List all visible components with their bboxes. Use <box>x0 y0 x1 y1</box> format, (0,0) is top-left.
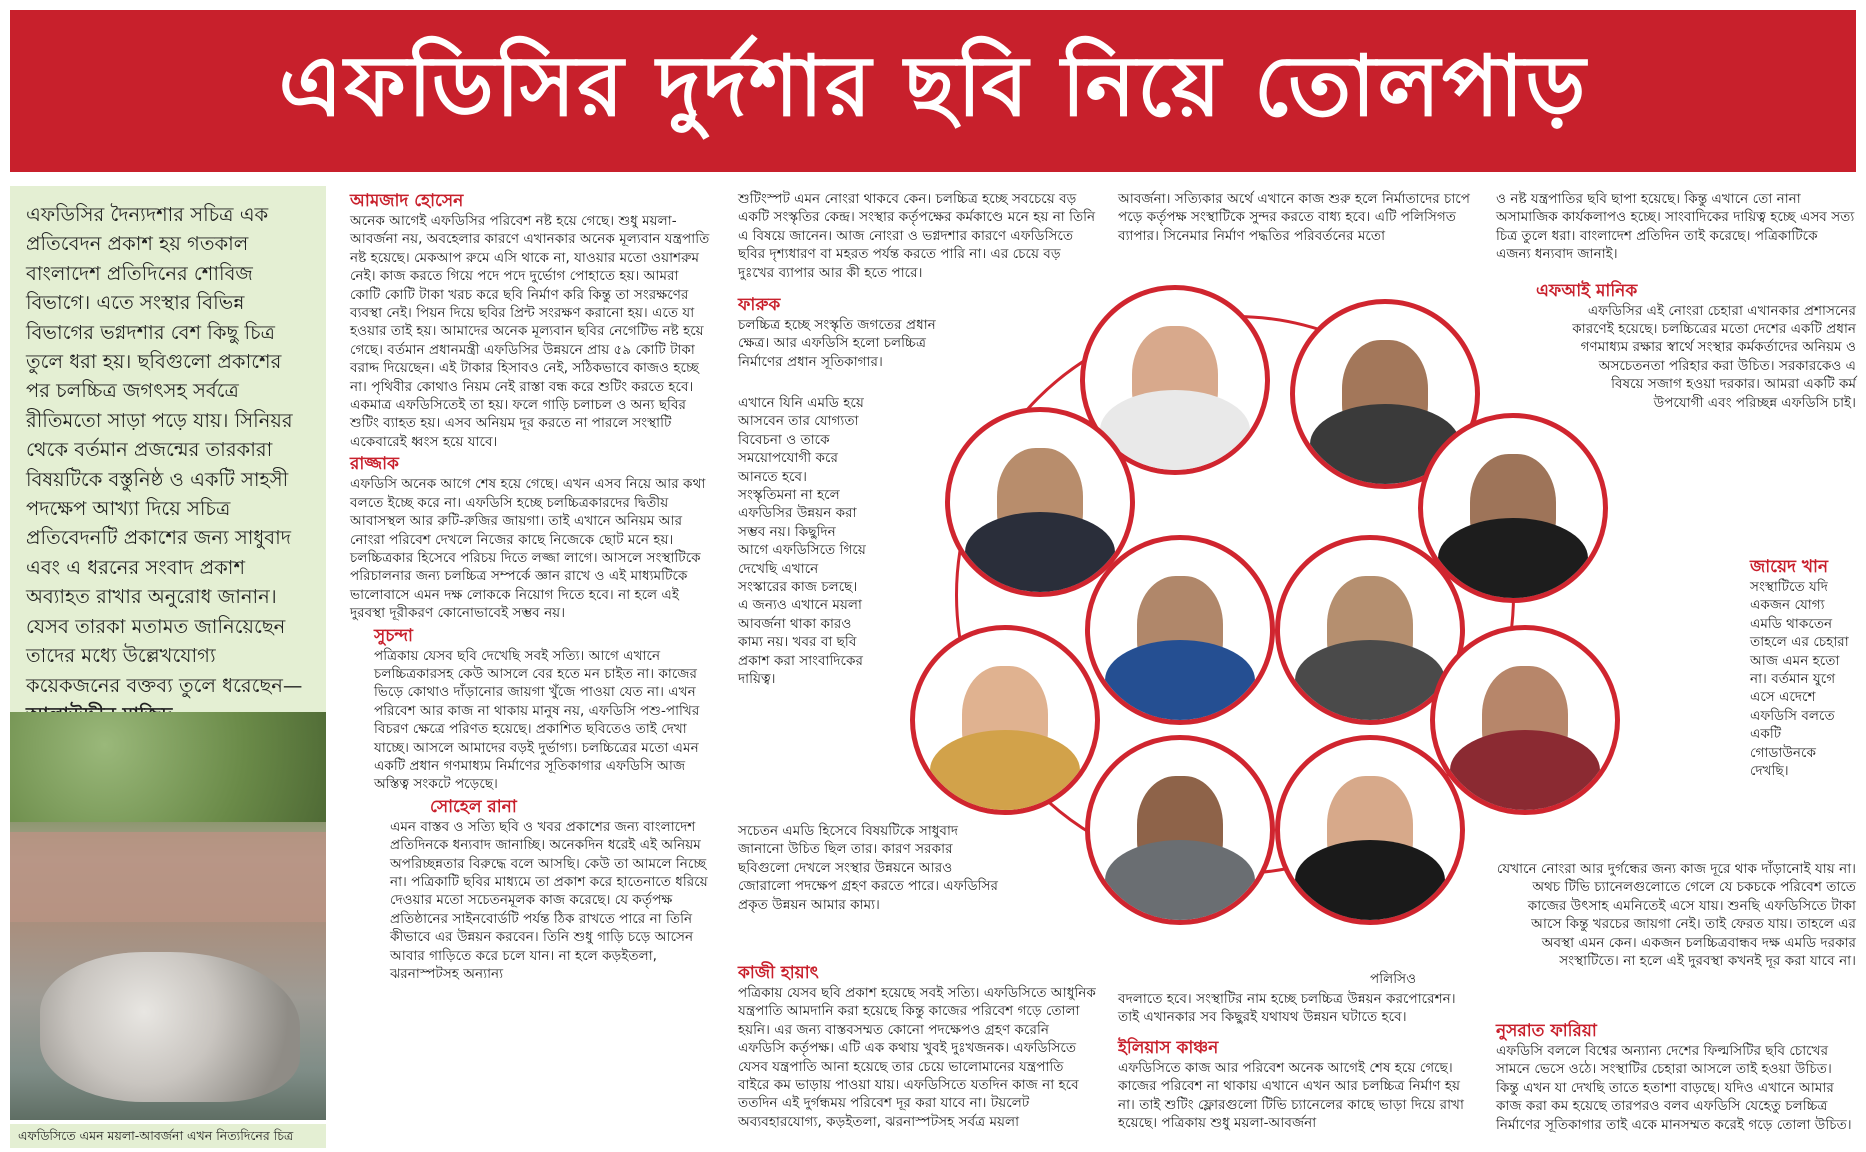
speaker-name-ilias: ইলিয়াস কাঞ্চন <box>1118 1037 1219 1058</box>
continued-text-kazi: আবর্জনা। সত্যিকার অর্থে এখানে কাজ শুরু হলে নির্মাতাদের চাপে পড়ে কর্তৃপক্ষ সংস্থাটিকে সুন্দর করতে বাধ্য হবে। এটি পলিসিগত ব্যাপার। সিনেমার নির্মাণ পদ্ধতির পরিবর্তনের মতো <box>1118 191 1470 244</box>
speaker-name-amjad: আমজাদ হোসেন <box>350 191 464 211</box>
nusrat-section <box>1496 1020 1856 1136</box>
column-4 <box>1118 190 1482 247</box>
portrait-nusrat <box>910 625 1100 815</box>
c4-bottom <box>1118 990 1478 1134</box>
zayed-narrow <box>1750 556 1850 780</box>
speaker-name-razzak: রাজ্জাক <box>350 454 399 475</box>
speaker-quote-sohel: এমন বাস্তব ও সত্যি ছবি ও খবর প্রকাশের জন্য বাংলাদেশ প্রতিদিনকে ধন্যবাদ জানাচ্ছি। অনেকদিন ধরেই এই অনিয়ম অপরিচ্ছন্নতার বিরুদ্ধে বলে আসছি। কেউ তা আমলে নিচ্ছে না। পত্রিকাটি ছবির মাধ্যমে তা প্রকাশ করে হাতেনাতে ধরিয়ে দেওয়ার মতো সচেতনমূলক কাজ করেছে। যে কর্তৃপক্ষ প্রতিষ্ঠানের সাইনবোর্ডটি পর্যন্ত ঠিক রাখতে পারে না তিনি কীভাবে এর উন্নয়ন করবেন। তিনি শুধু গাড়ি চড়ে আসেন আবার গাড়িতে করে চলে যান। না হলে কড়ইতলা, ঝরনাস্পটসহ অন্যান্য <box>390 818 708 983</box>
farooq-narrow-text: এখানে যিনি এমডি হয়ে আসবেন তার যোগ্যতা বিবেচনা ও তাকে সময়োপযোগী করে আনতে হবে। সংস্কৃতিমনা না হলে এফডিসির উন্নয়ন করা সম্ভব নয়। কিছুদিন আগে এফডিসিতে গিয়ে দেখেছি এখানে সংস্কারের কাজ চলছে। এ জন্যও এখানে ময়লা আবর্জনা থাকা কারও কাম্য নয়। খবর বা ছবি প্রকাশ করা সাংবাদিকের দায়িত্ব। <box>738 395 866 688</box>
portrait-suchanda <box>1430 625 1620 815</box>
speaker-quote-ilias: এফডিসিতে কাজ আর পরিবেশ অনেক আগেই শেষ হয়ে গেছে। কাজের পরিবেশ না থাকায় এখানে এখন আর চলচ্চিত্র নির্মাণ হয় না। তাই শুটিং ফ্লোরগুলো টিভি চ্যানেলের কাছে ভাড়া দিয়ে রাখা হয়েছে। পত্রিকায় শুধু ময়লা-আবর্জনা <box>1118 1059 1464 1132</box>
speaker-name-manik: এফআই মানিক <box>1536 280 1638 301</box>
intro-text: এফডিসির দৈন্যদশার সচিত্র এক প্রতিবেদন প্রকাশ হয় গতকাল বাংলাদেশ প্রতিদিনের শোবিজ বিভাগে। এতে সংস্থার বিভিন্ন বিভাগের ভগ্নদশার বেশ কিছু চিত্র তুলে ধরা হয়। ছবিগুলো প্রকাশের পর চলচ্চিত্র জগৎসহ সর্বত্রে রীতিমতো সাড়া পড়ে যায়। সিনিয়র থেকে বর্তমান প্রজন্মের তারকারা বিষয়টিকে বস্তুনিষ্ঠ ও একটি সাহসী পদক্ষেপ আখ্যা দিয়ে সচিত্র প্রতিবেদনটি প্রকাশের জন্য সাধুবাদ এবং এ ধরনের সংবাদ প্রকাশ অব্যাহত রাখার অনুরোধ জানান। যেসব তারকা মতামত জানিয়েছেন তাদের মধ্যে উল্লেখযোগ্য কয়েকজনের বক্তব্য তুলে ধরেছেন— <box>26 200 310 729</box>
photo-trees <box>10 712 326 822</box>
speaker-name-sohel: সোহেল রানা <box>430 796 517 817</box>
speaker-name-kazi: কাজী হায়াৎ <box>738 963 819 983</box>
c4-bottom-text: বদলাতে হবে। সংস্থাটির নাম হচ্ছে চলচ্চিত্র উন্নয়ন করপোরেশন। তাই এখানকার সব কিছুরই যথাযথ উন্নয়ন ঘটাতে হবে। <box>1118 991 1456 1026</box>
speaker-quote-manik: এফডিসির এই নোংরা চেহারা এখানকার প্রশাসনের কারণেই হয়েছে। চলচ্চিত্রের মতো দেশের একটি প্রধান গণমাধ্যম রক্ষার স্বার্থে সংস্থার কর্মকর্তাদের অনিয়ম ও অসচেতনতা পরিহার করা উচিত। সরকারকেও এ বিষয়ে সজাগ হওয়া দরকার। আমরা একটি কর্ম উপযোগী এবং পরিচ্ছন্ন এফডিসি চাই। <box>1572 302 1856 411</box>
debris-photo <box>10 712 326 1120</box>
speaker-name-nusrat: নুসরাত ফারিয়া <box>1496 1021 1597 1041</box>
speaker-quote-zayed-a: সংস্থাটিতে যদি একজন যোগ্য এমডি থাকতেন তাহলে এর চেহারা আজ এমন হতো না। বর্তমান যুগে এসে এদেশে এফডিসি বলতে একটি গোডাউনকে দেখছি। <box>1750 579 1849 780</box>
continued-text-sohel: শুটিংস্পট এমন নোংরা থাকবে কেন। চলচ্চিত্র হচ্ছে সবচেয়ে বড় একটি সংস্কৃতির কেন্দ্র। সংস্থার কর্তৃপক্ষের কর্মকাণ্ডে মনে হয় না তিনি এ বিষয়ে জানেন। আজ নোংরা ও ভগ্নদশার কারণে এফডিসিতে ছবির দৃশ্যধারণ বা মহরত পর্যন্ত করতে পারি না। এর চেয়ে বড় দুঃখের ব্যাপার আর কী হতে পারে। <box>738 191 1096 281</box>
speaker-name-farooq: ফারুক <box>738 295 781 316</box>
speaker-quote-nusrat: এফডিসি বললে বিশ্বের অন্যান্য দেশের ফিল্মসিটির ছবি চোখের সামনে ভেসে ওঠে। সংস্থাটির চেহারা আসলে তাই হওয়া উচিত। কিন্তু এখন যা দেখছি তাতে হতাশা বাড়ছে। যদিও এখানে আমার কাজ করা কম হয়েছে তারপরও বলব এফডিসি যেহেতু চলচ্চিত্র নির্মাণের সূতিকাগার তাই একে মানসম্মত করেই গড়ে তোলা উচিত। <box>1496 1043 1852 1133</box>
portrait-cluster <box>870 285 1570 925</box>
photo-debris <box>40 952 300 1102</box>
speaker-name-zayed: জায়েদ খান <box>1750 557 1829 577</box>
speaker-quote-farooq-a: চলচ্চিত্র হচ্ছে সংস্কৃতি জগতের প্রধান ক্ষেত্র। আর এফডিসি হলো চলচ্চিত্র নির্মাণের প্রধান সূতিকাগার। <box>738 317 936 370</box>
farooq-bottom-text: সচেতন এমডি হিসেবে বিষয়টিকে সাধুবাদ জানানো উচিত ছিল তার। কারণ সরকার ছবিগুলো দেখলে সংস্থার উন্নয়নে আরও জোরালো পদক্ষেপ গ্রহণ করতে পারে। এফডিসির প্রকৃত উন্নয়ন আমার কাম্য। <box>738 823 998 913</box>
speaker-quote-kazi: পত্রিকায় যেসব ছবি প্রকাশ হয়েছে সবই সত্যি। এফডিসিতে আধুনিক যন্ত্রপাতি আমদানি করা হয়েছে কিন্তু কাজের পরিবেশ গড়ে তোলা হয়নি। এর জন্য বাস্তবসম্মত কোনো পদক্ষেপও গ্রহণ করেনি এফডিসি কর্তৃপক্ষ। এটি এক কথায় খুবই দুঃখজনক। এফডিসিতে যেসব যন্ত্রপাতি আনা হয়েছে তার চেয়ে ভালোমানের যন্ত্রপাতি বাইরে কম ভাড়ায় পাওয়া যায়। এফডিসিতে যতদিন কাজ না হবে ততদিন এই দুর্গন্ধময় পরিবেশ দূর করা যাবে না। টয়লেট অব্যবহারযোগ্য, কড়ইতলা, ঝরনাস্পটসহ সর্বত্র ময়লা <box>738 985 1096 1130</box>
speaker-quote-suchanda: পত্রিকায় যেসব ছবি দেখেছি সবই সত্যি। আগে এখানে চলচ্চিত্রকারসহ কেউ আসলে বের হতে মন চাইত না। কাজের ভিড়ে কোথাও দাঁড়ানোর জায়গা খুঁজে পাওয়া যেত না। এখন পরিবেশ আর কাজ না থাকায় মানুষ নয়, এফডিসি পশু-পাখির বিচরণ ক্ষেত্রে পরিণত হয়েছে। প্রকাশিত ছবিতেও তাই দেখা যাচ্ছে। আসলে আমাদের বড়ই দুর্ভাগ্য। চলচ্চিত্রের মতো এমন একটি প্রধান গণমাধ্যম নির্মাণের সূতিকাগার এফডিসি আজ অস্তিত্ব সংকটে পড়েছে। <box>374 647 700 793</box>
zayed-wide-text: যেখানে নোংরা আর দুর্গন্ধের জন্য কাজ দূরে থাক দাঁড়ানোই যায় না। অথচ টিভি চ্যানেলগুলোতে গেলে যে চকচকে পরিবেশ তাতে কাজের উৎসাহ এমনিতেই এসে যায়। শুনছি এফডিসিতে টাকা আসে কিন্তু খরচের জায়গা নেই। তাই ফেরত যায়। তাহলে এর অবস্থা এমন কেন। একজন চলচ্চিত্রবান্ধব দক্ষ এমডি দরকার সংস্থাটিতে। না হলে এই দুরবস্থা কখনই দূর করা যাবে না। <box>1496 861 1856 970</box>
headline-banner <box>10 10 1856 172</box>
speaker-name-suchanda: সুচন্দা <box>374 625 413 646</box>
headline: এফডিসির দুর্দশার ছবি নিয়ে তোলপাড় <box>278 36 1588 135</box>
portrait-zayed <box>1275 735 1465 925</box>
portrait-kazi <box>1085 735 1275 925</box>
intro-box <box>10 186 326 712</box>
speaker-quote-amjad: অনেক আগেই এফডিসির পরিবেশ নষ্ট হয়ে গেছে। শুধু ময়লা-আবর্জনা নয়, অবহেলার কারণে এখানকার অনেক মূল্যবান যন্ত্রপাতি নষ্ট হয়েছে। মেকআপ রুমে এসি থাকে না, যাওয়ার মতো ওয়াশরুম নেই। কাজ করতে গিয়ে পদে পদে দুর্ভোগ পোহাতে হয়। আমরা কোটি কোটি টাকা খরচ করে ছবি নির্মাণ করি কিন্তু তা সংরক্ষণের ব্যবস্থা নেই। পিয়ন দিয়ে ছবির প্রিন্ট সংরক্ষণ করানো হয়। এতে যা হওয়ার তাই হয়। আমাদের অনেক মূল্যবান ছবির নেগেটিভ নষ্ট হয়ে গেছে। বর্তমান প্রধানমন্ত্রী এফডিসির উন্নয়নে প্রায় ৫৯ কোটি টাকা বরাদ্দ দিয়েছেন। এই টাকার হিসাবও নেই, সঠিকভাবে কাজও হচ্ছে না। পৃথিবীর কোথাও নিয়ম নেই রাস্তা বন্ধ করে শুটিং করতে হবে। একমাত্র এফডিসিতেই তা হয়। ফলে গাড়ি চলাচল ও অন্য ছবির শুটিং ব্যাহত হয়। এসব অনিয়ম দূর করতে না পারলে সংস্থাটি একেবারেই ধ্বংস হয়ে যাবে। <box>350 213 710 450</box>
c4-mid-text: পলিসিও <box>1370 971 1417 987</box>
continued-text-ilias: ও নষ্ট যন্ত্রপাতির ছবি ছাপা হয়েছে। কিন্তু এখানে তো নানা অসামাজিক কার্যকলাপও হচ্ছে। সাংবাদিকের দায়িত্ব হচ্ছে এসব সত্য চিত্র তুলে ধরা। বাংলাদেশ প্রতিদিন তাই করেছে। পত্রিকাটিকে এজন্য ধন্যবাদ জানাই। <box>1496 191 1855 263</box>
speaker-quote-razzak: এফডিসি অনেক আগে শেষ হয়ে গেছে। এখন এসব নিয়ে আর কথা বলতে ইচ্ছে করে না। এফডিসি হচ্ছে চলচ্চিত্রকারদের দ্বিতীয় আবাসস্থল আর রুটি-রুজির জায়গা। তাই এখানে অনিয়ম আর নোংরা পরিবেশ দেখলে নিজের কাছে নিজেকে ছোট মনে হয়। চলচ্চিত্রকার হিসেবে পরিচয় দিতে লজ্জা লাগে। আসলে সংস্থাটিকে পরিচালনার জন্য চলচ্চিত্র সম্পর্কে জ্ঞান রাখে ও এই মাধ্যমটিকে ভালোবাসে এমন দক্ষ লোককে নিয়োগ দিতে হবে। না হলে এই দুরবস্থা দূরীকরণ কোনোভাবেই সম্ভব নয়। <box>350 476 706 622</box>
photo-caption: এফডিসিতে এমন ময়লা-আবর্জনা এখন নিত্যদিনের চিত্র <box>10 1124 326 1148</box>
column-2 <box>350 190 712 985</box>
photo-wall <box>10 832 326 922</box>
portrait-razzak <box>1085 535 1275 725</box>
kazi-section <box>738 962 1098 1133</box>
